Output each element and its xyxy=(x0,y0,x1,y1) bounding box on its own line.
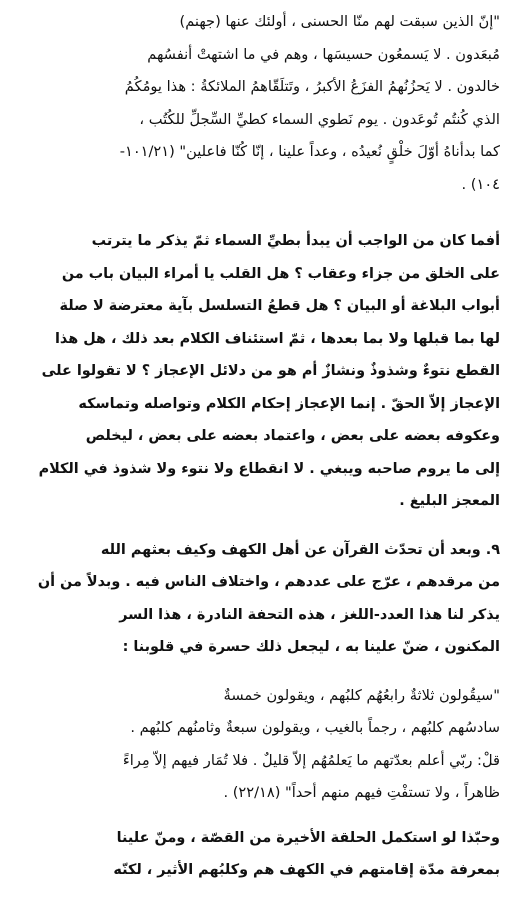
text-line: لها بما قبلها ولا بما بعدها ، ثمّ استئناف الكلام بعد ذلك ، هل هذا xyxy=(54,330,500,347)
text-line: خالدون . لا يَحزُنُهمُ الفزَعُ الأكبرُ ، وتَتلَقّاهمُ الملائكةُ : هذا يومُكُمُ xyxy=(124,78,500,95)
text-line: ٩. وبعد أن تحدّث القرآن عن أهل الكهف وكيف بعثهم الله xyxy=(100,541,500,558)
text-line: القطع نتوءٌ وشذوذٌ ونشازٌ أم هو من دلائل الإعجاز ؟ لا تقولوا على xyxy=(41,363,500,379)
text-line: المعجز البليغ . xyxy=(399,493,500,509)
text-line: بمعرفة مدّة إقامتهم في الكهف هم وكلبُهم الأثير ، لكنّه xyxy=(113,862,500,878)
text-line: سادسُهم كلبُهم ، رجماً بالغيب ، ويقولون سبعةٌ وثامنُهم كلبُهم . xyxy=(130,719,500,736)
quote-paragraph-1 xyxy=(14,6,500,201)
text-line: إلى ما يروم صاحبه ويبغي . لا انقطاع ولا نتوء ولا شذوذ في الكلام xyxy=(38,460,500,477)
text-line: ظاهراً ، ولا تستفْتِ فيهم منهم أحداً" (٢٢/١٨) . xyxy=(223,784,500,801)
text-line: "سيقُولون ثلاثةٌ رابعُهُم كلبُهم ، ويقولون خمسةٌ xyxy=(223,686,500,704)
text-line: يذكر لنا هذا العدد-اللغز ، هذه التحفة النادرة ، هذا السر xyxy=(119,606,500,623)
text-line: وعكوفه بعضه على بعض ، واعتماد بعضه على بعض ، ليخلص xyxy=(85,428,500,444)
text-line: أفما كان من الواجب أن يبدأ بطيِّ السماء ثمّ يذكر ما يترتب xyxy=(91,233,500,249)
text-line: ١٠٤) . xyxy=(461,175,500,193)
text-line: الذي كُنتُم تُوعَدون . يوم نَطوي السماء كطيِّ السِّجلِّ للكُتُب ، xyxy=(139,110,500,128)
text-line: المكنون ، ضنّ علينا به ، ليجعل ذلك حسرة في قلوبنا : xyxy=(122,639,500,655)
body-paragraph-1 xyxy=(14,225,500,518)
quote-paragraph-2 xyxy=(14,680,500,810)
text-line: من مرقدهم ، عرّج على عددهم ، واختلاف الناس فيه . وبدلاً من أن xyxy=(37,574,500,590)
document-page xyxy=(14,6,500,910)
text-line: "إنّ الذين سبقت لهم منّا الحسنى ، أولئك عنها (جهنم) xyxy=(179,13,500,30)
text-line: كما بدأناهُ أوّلَ خلْقٍ نُعيدُه ، وعداً علينا ، إنّا كُنّا فاعلين" (١٠١/٢١- xyxy=(119,143,500,160)
text-line: مُبعَدون . لا يَسمعُون حسيسَها ، وهم في ما اشتهتْ أنفسُهم xyxy=(147,45,500,63)
text-line: أبواب البلاغة أو البيان ؟ هل قطعُ التسلسل بآية معترضة لا صلة xyxy=(59,298,500,314)
body-paragraph-2 xyxy=(14,534,500,664)
text-line: قلْ: ربّي أعلم بعدّتهم ما يَعلمُهُم إلاّ قليلٌ . فلا تُمَار فيهم إلاّ مِراءً xyxy=(122,751,500,769)
text-line: على الخلق من جزاء وعقاب ؟ هل القلب يا أمراء البيان باب من xyxy=(61,265,500,282)
text-line: الإعجاز إلاّ الحقّ . إنما الإعجاز إحكام الكلام وتواصله وتماسكه xyxy=(78,395,500,412)
body-paragraph-3 xyxy=(14,822,500,887)
text-line: وحبّذا لو استكمل الحلقة الأخيرة من القصّة ، ومنّ علينا xyxy=(116,829,500,846)
